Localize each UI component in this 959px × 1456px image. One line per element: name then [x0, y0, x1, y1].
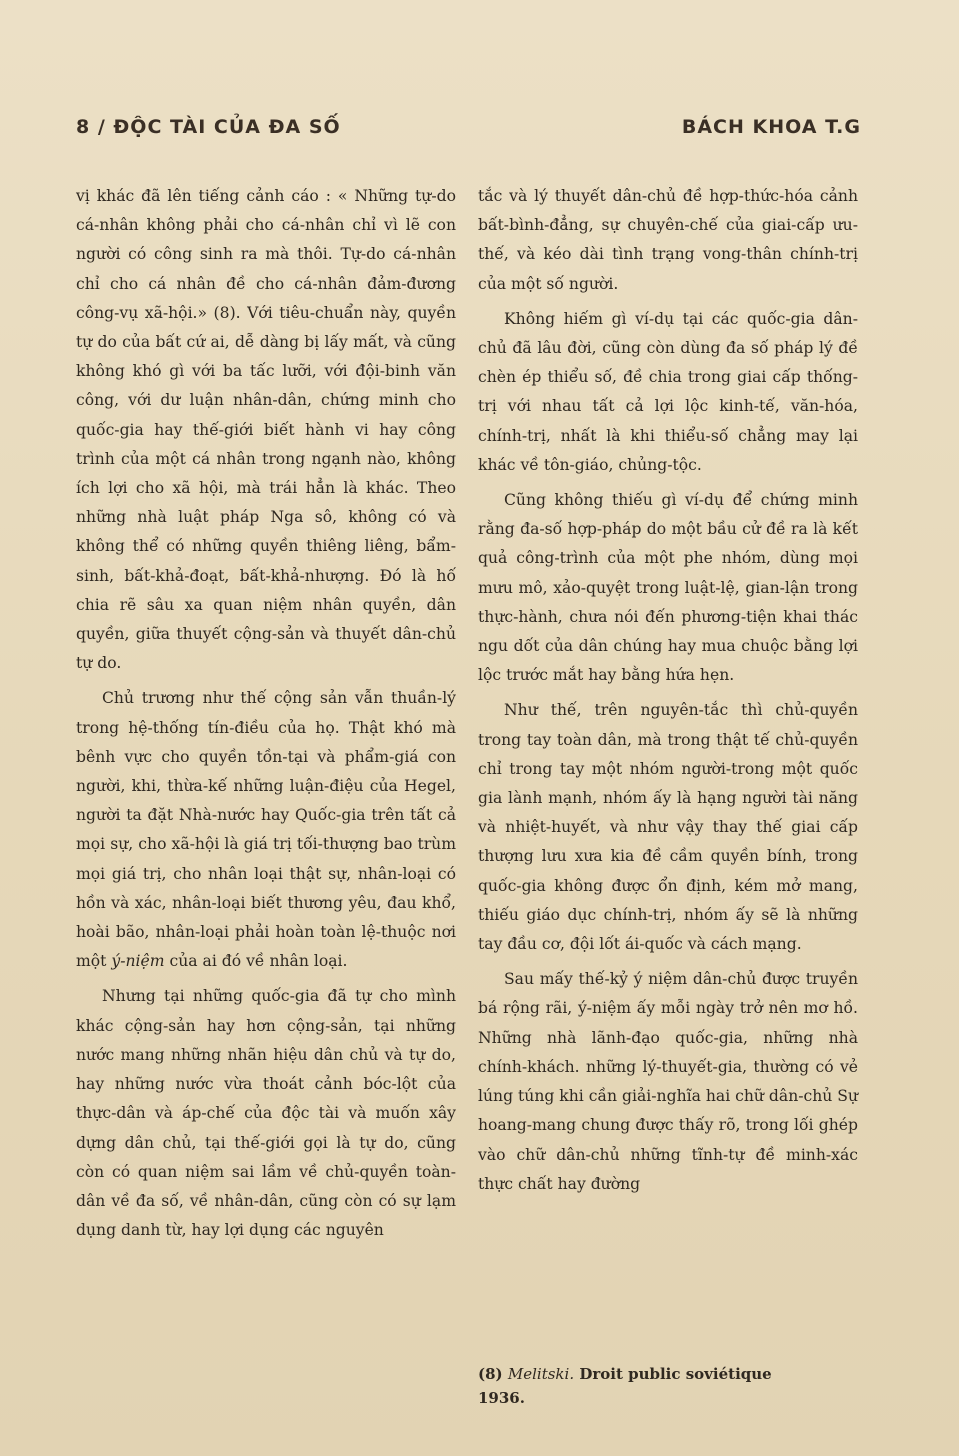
paragraph-text-end: của ai đó về nhân loại. [169, 952, 348, 971]
paragraph: Không hiếm gì ví-dụ tại các quốc-gia dân-chủ đã lâu đời, cũng còn dùng đa số pháp lý đề chèn ép thiểu số, đề chia trong giai cấp thống-trị với nhau tất cả lợi lộc kinh-tế, văn-hóa, chính-trị, nhất là khi thiểu-số chẳng may lại khác về tôn-giáo, chủng-tộc. [478, 309, 858, 474]
footnote [478, 1362, 858, 1410]
paragraph [76, 684, 456, 976]
footnote-title: Droit public soviétique [579, 1365, 772, 1383]
footnote-number: (8) [478, 1365, 503, 1383]
left-column [76, 182, 456, 1245]
footnote-author: Melitski. [507, 1365, 575, 1383]
header-left: 8 / ĐỘC TÀI CỦA ĐA SỐ [76, 116, 341, 138]
paragraph: Như thế, trên nguyên-tắc thì chủ-quyền trong tay toàn dân, mà trong thật tế chủ-quyền chỉ trong tay một nhóm người-trong một quốc gia lành mạnh, nhóm ấy là hạng người tài năng và nhiệt-huyết, và như vậy thay thế giai cấp thượng lưu xưa kia đề cầm quyền bính, trong quốc-gia không được ổn định, kém mở mang, thiếu giáo dục chính-trị, nhóm ấy sẽ là những tay đầu cơ, đội lốt ái-quốc và cách mạng. [478, 701, 858, 954]
paragraph: vị khác đã lên tiếng cảnh cáo : « Những tự-do cá-nhân không phải cho cá-nhân chỉ vì lẽ con người có công sinh ra mà thôi. Tự-do cá-nhân chỉ cho cá nhân đề cho cá-nhân đảm-đương công-vụ xã-hội.» (8). Với tiêu-chuẩn này, quyền tự do của bất cứ ai, dễ dàng bị lấy mất, và cũng không khó gì với ba tấc lưỡi, với đội-binh văn công, với dư luận nhân-dân, chứng minh cho quốc-gia hay thế-giới biết hành vi hay công trình của một cá nhân trong ngạnh nào, không ích lợi cho xã hội, mà trái hẳn là khác. Theo những nhà luật pháp Nga sô, không có và không thể có những quyền thiêng liêng, bẩm-sinh, bất-khả-đoạt, bất-khả-nhượng. Đó là hố chia rẽ sâu xa quan niệm nhân quyền, dân quyền, giữa thuyết cộng-sản và thuyết dân-chủ tự do. [76, 187, 456, 673]
paragraph: Nhưng tại những quốc-gia đã tự cho mình khác cộng-sản hay hơn cộng-sản, tại những nước mang những nhãn hiệu dân chủ và tự do, hay những nước vừa thoát cảnh bóc-lột của thực-dân và áp-chế của độc tài và muốn xây dựng dân chủ, tại thế-giới gọi là tự do, cũng còn có quan niệm sai lầm về chủ-quyền toàn-dân về đa số, về nhân-dân, cũng còn có sự lạm dụng danh từ, hay lợi dụng các nguyên [76, 987, 456, 1240]
header-right: BÁCH KHOA T.G [681, 116, 861, 138]
paragraph: Cũng không thiếu gì ví-dụ để chứng minh rằng đa-số hợp-pháp do một bầu cử đề ra là kết quả công-trình của một phe nhóm, dùng mọi mưu mô, xảo-quyệt trong luật-lệ, gian-lận trong thực-hành, chưa nói đến phương-tiện khai thác ngu dốt của dân chúng hay mua chuộc bằng lợi lộc trước mắt hay bằng hứa hẹn. [478, 491, 858, 685]
paragraph: Sau mấy thế-kỷ ý niệm dân-chủ được truyền bá rộng rãi, ý-niệm ấy mỗi ngày trở nên mơ hồ. Những nhà lãnh-đạo quốc-gia, những nhà chính-khách. những lý-thuyết-gia, thường có vẻ lúng túng khi cần giải-nghĩa hai chữ dân-chủ Sự hoang-mang chung được thấy rõ, trong lối ghép vào chữ dân-chủ những tĩnh-tự đề minh-xác thực chất hay đường [478, 970, 859, 1193]
paragraph: tắc và lý thuyết dân-chủ đề hợp-thức-hóa cảnh bất-bình-đẳng, sự chuyên-chế của giai-cấp ưu-thế, và kéo dài tình trạng vong-thân chính-trị của một số người. [478, 187, 858, 293]
right-column [478, 182, 858, 1199]
footnote-year: 1936. [478, 1389, 525, 1407]
italic-term: ý-niệm [111, 952, 165, 971]
paragraph-text: Chủ trương như thế cộng sản vẫn thuần-lý trong hệ-thống tín-điều của họ. Thật khó mà bênh vực cho quyền tồn-tại và phẩm-giá con người, khi, thừa-kế những luận-điệu của Hegel, người ta đặt Nhà-nước hay Quốc-gia trên tất cả mọi sự, cho xã-hội là giá trị tối-thượng bao trùm mọi giá trị, cho nhân loại thật sự, nhân-loại có hồn và xác, nhân-loại biết thương yêu, đau khổ, hoài bão, nhân-loại phải hoàn toàn lệ-thuộc nơi một [76, 689, 456, 971]
running-header [76, 112, 861, 146]
